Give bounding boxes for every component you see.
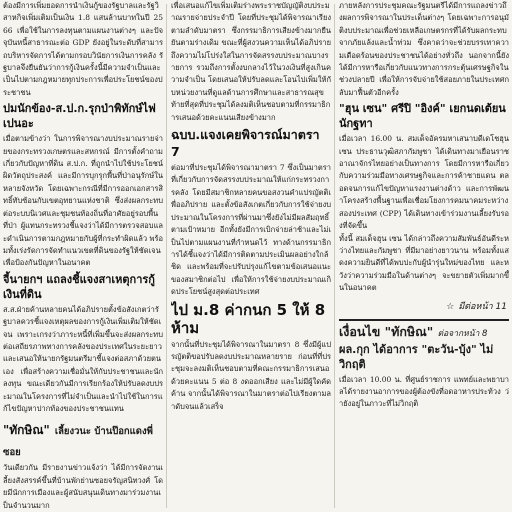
column-1-heading-2: จี้นายกฯ แถลงชี้แจงสาเหตุการกู้เงินที่ดิน [3,272,155,301]
continued-story-paragraph: เมื่อเวลา 10.00 น. ที่ศูนย์ราชการ แพทย์และพยาบาลได้รายงานอาการของผู้ต้องขังที่อดอาหารประท้วง ว่ายังอยู่ในภาวะที่ไม่วิกฤติ [339,374,509,409]
continued-story-from: ต่อจากหน้า 8 [437,328,488,339]
article-column-2 [171,0,331,512]
column-3-paragraph-1: ภายหลังการประชุมคณะรัฐมนตรีได้มีการแถลงข่าวถึงผลการพิจารณาในประเด็นต่างๆ โดยเฉพาะการอนุมัติงบประมาณเพื่อช่วยเหลือเกษตรกรที่ได้รับผลกระทบจากภัยแล้งและน้ำท่วม ซึ่งคาดว่าจะช่วยบรรเทาความเดือดร้อนของประชาชนได้อย่างทั่วถึง นอกจากนี้ยังได้มีการหารือเกี่ยวกับแนวทางการกระตุ้นเศรษฐกิจในช่วงปลายปี เพื่อให้การจับจ่ายใช้สอยภายในประเทศกลับมาฟื้นตัวอีกครั้ง [339,1,509,97]
column-2-paragraph-2: ต่อมาที่ประชุมได้พิจารณามาตรา 7 ซึ่งเป็นมาตราที่เกี่ยวกับการจัดสรรงบประมาณให้แก่กระทรวงการคลัง โดยมีสมาชิกหลายคนขอสงวนคำแปรญัตติเพื่ออภิปราย และตั้งข้อสังเกตเกี่ยวกับการใช้จ่ายงบประมาณในโครงการที่ผ่านมาซึ่งยังไม่มีผลสัมฤทธิ์ตามเป้าหมาย อีกทั้งยังมีการเบิกจ่ายล่าช้าและไม่เป็นไปตามแผนงานที่กำหนดไว้ ทางด้านกรรมาธิการได้ชี้แจงว่าได้มีการติดตามประเมินผลอย่างใกล้ชิด และพร้อมที่จะปรับปรุงแก้ไขตามข้อเสนอแนะของสมาชิกต่อไป เพื่อให้การใช้จ่ายงบประมาณเกิดประโยชน์สูงสุดต่อประเทศ [171,163,331,297]
continued-story-title: เงื่อนไข "ทักษิณ" [339,323,434,339]
continued-story-box [339,319,509,411]
column-1-heading-3-rest: เลี้ยงวนะ บ้านป๊อกแดงพี่ซอย [3,426,153,459]
column-1-paragraph-3: ส.ส.ฝ่ายค้านหลายคนได้อภิปรายตั้งข้อสังเกตว่ารัฐบาลควรชี้แจงเหตุผลของการกู้เงินเพิ่มเติมให้ชัดเจน เพราะเกรงว่าภาระหนี้ที่เพิ่มขึ้นจะส่งผลกระทบต่อเสถียรภาพทางการคลังของประเทศในระยะยาว และเสนอให้นายกรัฐมนตรีมาชี้แจงต่อสภาด้วยตนเอง เพื่อสร้างความเชื่อมั่นให้กับประชาชนและนักลงทุน ขณะเดียวกันมีการเรียกร้องให้ปรับลดงบประมาณในโครงการที่ไม่จำเป็นและนำไปใช้ในการแก้ไขปัญหาปากท้องของประชาชนแทน [3,304,163,413]
column-2-heading-1: ฉบบ.แจงเคยพิจารณ์มาตรา 7 [171,127,320,160]
star-icon: ☆ [446,301,455,312]
column-1-heading-1: ปมนักข้อง-ส.ป.ก.รุกป่าพิทักษ์ไฟเปนอะ [3,102,156,131]
column-1-paragraph-4: วันเดียวกัน มีรายงานข่าวแจ้งว่า ได้มีการจัดงานเลี้ยงสังสรรค์ขึ้นที่บ้านพักย่านซอยจรัญสนิทวงศ์ โดยมีนักการเมืองและผู้สนับสนุนเดินทางมาร่วมงานเป็นจำนวนมาก [3,463,163,510]
column-1-paragraph-1: ต้องมีการเพิ่มยอดการนำเงินกู้ของรัฐบาลและรัฐวิสาหกิจเพิ่มเติมเป็นเงิน 1.8 แสนล้านบาทในปี 2566 เพื่อใช้ในการลงทุนตามแผนงานต่างๆ และปัจจุบันหนี้สาธารณะต่อ GDP ยังอยู่ในระดับที่สามารถบริหารจัดการได้ตามกรอบวินัยการเงินการคลัง รัฐบาลจึงยืนยันว่าการกู้เงินครั้งนี้มีความจำเป็นและเป็นไปตามกฎหมายทุกประการเพื่อประโยชน์ของประชาชน [3,1,163,97]
column-1-heading-3 [3,419,163,460]
article-column-1 [3,0,163,512]
column-2-paragraph-1: เพื่อเสนอแก้ไขเพิ่มเติมร่างพระราชบัญญัติงบประมาณรายจ่ายประจำปี โดยที่ประชุมได้พิจารณาเรียงตามลำดับมาตรา ซึ่งกรรมาธิการเสียงข้างมากยืนยันตามร่างเดิม ขณะที่ผู้สงวนความเห็นได้อภิปรายถึงความไม่โปร่งใสในการจัดสรรงบประมาณบางรายการ รวมถึงการตั้งงบกลางไว้ในวงเงินที่สูงเกินความจำเป็น โดยเสนอให้ปรับลดและโอนไปเพิ่มให้กับหน่วยงานที่ดูแลด้านการศึกษาและสาธารณสุข ท้ายที่สุดที่ประชุมได้ลงมติเห็นชอบตามที่กรรมาธิการเสนอด้วยคะแนนเสียงข้างมาก [171,1,331,122]
column-2-paragraph-3: จากนั้นที่ประชุมได้พิจารณาในมาตรา 8 ซึ่งมีผู้แปรญัตติขอปรับลดงบประมาณหลายราย ก่อนที่ที่ประชุมจะลงมติเห็นชอบตามที่คณะกรรมาธิการเสนอด้วยคะแนน 5 ต่อ 8 งดออกเสียง และไม่มีผู้ใดคัดค้าน จากนั้นได้พิจารณาในมาตราต่อไปเรียงตามลำดับจนแล้วเสร็จ [171,339,331,411]
article-column-3 [339,0,509,512]
continued-story-heading [339,324,509,342]
column-2-heading-2: ไป ม.8 ค่ากนก 5 ให้ 8 ห้าม [171,300,326,337]
column-3-paragraph-3: ทั้งนี้ สมเด็จฮุน เซน ได้กล่าวถึงความสัมพันธ์อันดีระหว่างไทยและกัมพูชา ที่มีมาอย่างยาวนาน พร้อมทั้งแสดงความยินดีที่ได้พบปะกับผู้นำรุ่นใหม่ของไทย และหวังว่าความร่วมมือในด้านต่างๆ จะขยายตัวเพิ่มมากขึ้นในอนาคต [339,233,509,293]
continued-story-subheading: ผล.กุก ได้อาการ "ตะวัน-บุ้ง" ไม่วิกฤติ [339,342,494,371]
column-3-paragraph-2: เมื่อเวลา 16.00 น. สมเด็จอัครมหาเสนาบดีเดโชฮุน เซน ประธานวุฒิสภากัมพูชา ได้เดินทางมาเยือนราชอาณาจักรไทยอย่างเป็นทางการ โดยมีการหารือเกี่ยวกับความร่วมมือทางเศรษฐกิจและการค้าชายแดน ตลอดจนการแก้ไขปัญหาแรงงานต่างด้าว และการพัฒนาโครงสร้างพื้นฐานเพื่อเชื่อมโยงการคมนาคมระหว่างสองประเทศ (CPP) ได้เดินทางเข้าร่วมงานเลี้ยงรับรองที่จัดขึ้น [339,134,509,231]
column-3-heading-1: "ฮุน เซน" ศรีปิ "อิงค์" เยกนดเต้ยนนักฐทา [339,102,506,131]
continued-note [339,299,507,313]
column-divider [334,4,335,508]
column-1-heading-3-quote: "ทักษิณ" [3,423,50,438]
continued-label: มีต่อหน้า 11 [458,301,507,312]
column-divider [166,4,167,508]
column-1-paragraph-2: เมื่อตามข้างว่า ในการพิจารณางบประมาณรายจ่ายของกระทรวงเกษตรและสหกรณ์ มีการตั้งคำถามเกี่ยวกับปัญหาที่ดิน ส.ป.ก. ที่ถูกนำไปใช้ประโยชน์ผิดวัตถุประสงค์ และมีการบุกรุกพื้นที่ป่าอนุรักษ์ในหลายจังหวัด โดยเฉพาะกรณีที่มีการออกเอกสารสิทธิ์ทับซ้อนกับเขตอุทยานแห่งชาติ ซึ่งส่งผลกระทบต่อระบบนิเวศและชุมชนท้องถิ่นที่อาศัยอยู่รอบพื้นที่ป่า ผู้แทนกระทรวงชี้แจงว่าได้มีการตรวจสอบและดำเนินการตามกฎหมายกับผู้ที่กระทำผิดแล้ว พร้อมทั้งเร่งรัดการจัดทำแนวเขตที่ดินของรัฐให้ชัดเจนเพื่อป้องกันปัญหาในอนาคต [3,134,163,268]
